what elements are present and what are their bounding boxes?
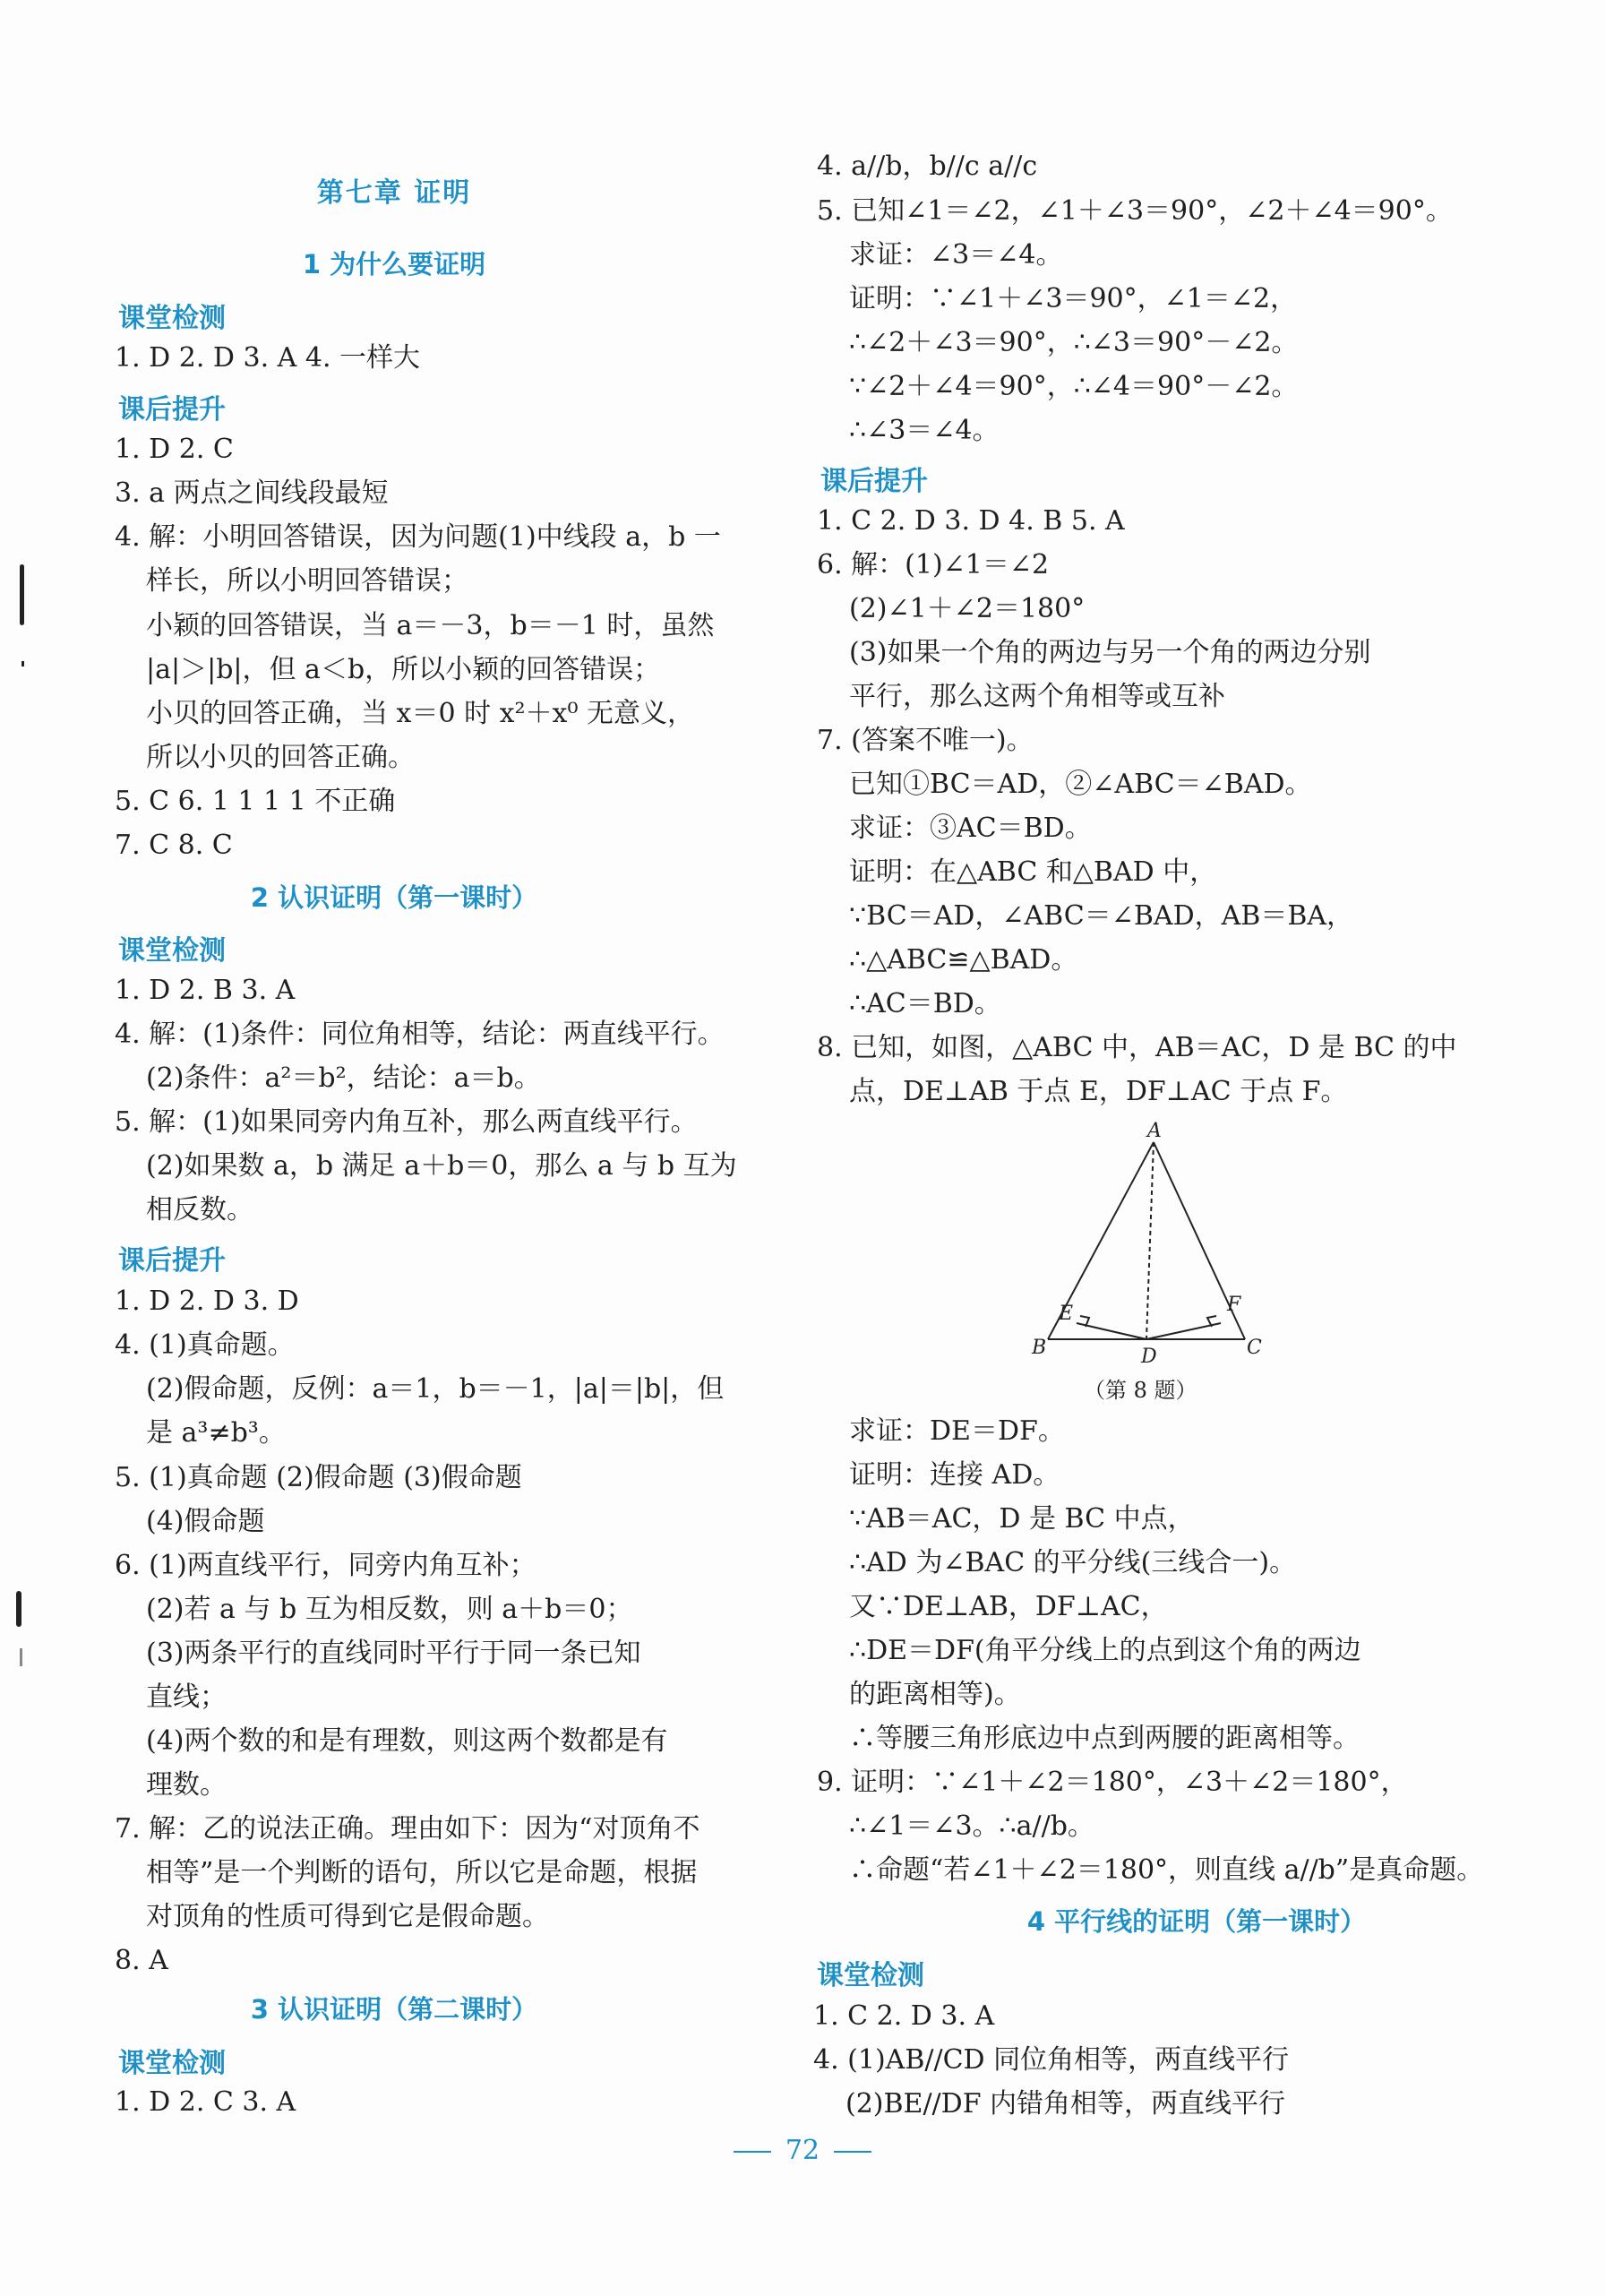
answer-line: 5. 已知∠1＝∠2，∠1＋∠3＝90°，∠2＋∠4＝90°。 — [817, 195, 1453, 227]
answer-line: 证明：连接 AD。 — [849, 1459, 1060, 1491]
answer-line: 5. (1)真命题 (2)假命题 (3)假命题 — [115, 1462, 522, 1493]
answer-line: ∴△ABC≌△BAD。 — [849, 944, 1078, 976]
subheading-after-class: 课后提升 — [118, 1245, 226, 1277]
label-d: D — [1141, 1346, 1157, 1368]
page-number — [0, 2135, 1605, 2166]
section-title-1: 1 为什么要证明 — [302, 249, 486, 279]
answer-line: ∵BC＝AD，∠ABC＝∠BAD，AB＝BA， — [849, 900, 1354, 932]
answer-line: (2)假命题，反例：a＝1，b＝－1，|a|＝|b|，但 — [146, 1373, 725, 1405]
answer-line: 6. 解：(1)∠1＝∠2 — [817, 549, 1050, 580]
segment-de — [1077, 1323, 1146, 1339]
section-title-2: 2 认识证明（第一课时） — [250, 882, 538, 913]
label-c: C — [1247, 1337, 1262, 1359]
label-e: E — [1059, 1303, 1074, 1325]
answer-line: ∴AD 为∠BAC 的平分线(三线合一)。 — [849, 1547, 1297, 1578]
answer-line: 相等”是一个判断的语句，所以它是命题，根据 — [146, 1857, 698, 1888]
answer-line: (2)如果数 a，b 满足 a＋b＝0，那么 a 与 b 互为 — [146, 1150, 737, 1182]
segment-ad — [1146, 1142, 1154, 1339]
answer-line: ∴AC＝BD。 — [849, 988, 1001, 1019]
answer-line: (2)∠1＋∠2＝180° — [849, 593, 1086, 624]
answer-line: 求证：DE＝DF。 — [849, 1415, 1065, 1447]
answer-line: 已知①BC＝AD，②∠ABC＝∠BAD。 — [849, 769, 1312, 800]
answer-line: 9. 证明：∵∠1＋∠2＝180°，∠3＋∠2＝180°， — [817, 1767, 1408, 1798]
answer-line: ∴DE＝DF(角平分线上的点到这个角的两边 — [849, 1635, 1361, 1666]
answer-line: 样长，所以小明回答错误； — [146, 565, 468, 597]
answer-line: 小贝的回答正确，当 x＝0 时 x²＋x⁰ 无意义， — [146, 698, 695, 729]
answer-line: 4. 解：(1)条件：同位角相等，结论：两直线平行。 — [115, 1019, 725, 1050]
answer-line: ∴∠2＋∠3＝90°，∴∠3＝90°－∠2。 — [849, 327, 1299, 358]
answer-line: 1. D 2. C 3. A — [115, 2086, 296, 2118]
answer-line: 理数。 — [146, 1769, 227, 1801]
answer-line: ∴∠1＝∠3。∴a//b。 — [849, 1810, 1094, 1842]
scan-mark — [20, 564, 24, 625]
answer-line: 8. 已知，如图，△ABC 中，AB＝AC，D 是 BC 的中 — [817, 1032, 1457, 1063]
answer-line: 6. (1)两直线平行，同旁内角互补； — [115, 1550, 536, 1581]
answer-line: 点，DE⊥AB 于点 E，DF⊥AC 于点 F。 — [849, 1076, 1348, 1107]
section-title-3: 3 认识证明（第二课时） — [250, 1994, 538, 2025]
answer-line: 7. C 8. C — [115, 830, 233, 861]
answer-line: 1. C 2. D 3. A — [813, 2000, 995, 2032]
scan-mark — [16, 1591, 21, 1627]
answer-line: 又∵DE⊥AB，DF⊥AC， — [849, 1591, 1168, 1622]
answer-line: 1. D 2. B 3. A — [115, 975, 296, 1006]
answer-line: 证明：在△ABC 和△BAD 中， — [849, 856, 1217, 888]
answer-line: 是 a³≠b³。 — [146, 1417, 286, 1449]
answer-line: 的距离相等)。 — [849, 1679, 1021, 1710]
answer-line: (2)若 a 与 b 互为相反数，则 a＋b＝0； — [146, 1594, 633, 1625]
subheading-class-check: 课堂检测 — [118, 935, 226, 967]
chapter-title: 第七章 证明 — [316, 177, 472, 209]
answer-line: 求证：∠3＝∠4。 — [849, 239, 1063, 271]
scan-mark — [20, 1648, 22, 1666]
answer-line: ∴∠3＝∠4。 — [849, 415, 1000, 446]
answer-line: 5. C 6. 1 1 1 1 不正确 — [115, 786, 396, 817]
answer-line: |a|＞|b|，但 a＜b，所以小颖的回答错误； — [146, 654, 661, 685]
answer-line: ∵∠2＋∠4＝90°，∴∠4＝90°－∠2。 — [849, 371, 1299, 402]
answer-line: 1. D 2. D 3. D — [115, 1286, 299, 1317]
answer-line: 相反数。 — [146, 1194, 253, 1225]
label-a: A — [1147, 1120, 1162, 1142]
label-b: B — [1032, 1337, 1047, 1359]
subheading-after-class: 课后提升 — [820, 466, 928, 497]
answer-line: 4. 解：小明回答错误，因为问题(1)中线段 a，b 一 — [115, 521, 721, 553]
answer-line: (3)如果一个角的两边与另一个角的两边分别 — [849, 637, 1371, 668]
subheading-class-check: 课堂检测 — [817, 1960, 924, 1991]
answer-line: 4. (1)AB//CD 同位角相等，两直线平行 — [813, 2044, 1290, 2076]
answer-line: ∴命题“若∠1＋∠2＝180°，则直线 a//b”是真命题。 — [849, 1854, 1484, 1886]
answer-line: 3. a 两点之间线段最短 — [115, 477, 389, 509]
scan-mark — [21, 661, 24, 666]
subheading-after-class: 课后提升 — [118, 394, 226, 426]
answer-line: (4)假命题 — [146, 1506, 265, 1537]
section-title-4: 4 平行线的证明（第一课时） — [1026, 1906, 1367, 1937]
page-number-text: 72 — [785, 2135, 820, 2166]
answer-line: 7. 解：乙的说法正确。理由如下：因为“对顶角不 — [115, 1813, 700, 1845]
answer-line: 所以小贝的回答正确。 — [146, 742, 415, 773]
answer-line: 1. D 2. D 3. A 4. 一样大 — [115, 342, 421, 374]
answer-line: 4. a//b，b//c a//c — [817, 150, 1038, 182]
answer-line: 对顶角的性质可得到它是假命题。 — [146, 1901, 549, 1932]
answer-line: 1. D 2. C — [115, 434, 234, 465]
figure-caption: （第 8 题） — [1084, 1378, 1197, 1403]
segment-df — [1146, 1323, 1221, 1339]
answer-line: 平行，那么这两个角相等或互补 — [849, 681, 1225, 712]
answer-line: 1. C 2. D 3. D 4. B 5. A — [817, 505, 1125, 537]
triangle-figure — [1021, 1115, 1262, 1375]
answer-line: (3)两条平行的直线同时平行于同一条已知 — [146, 1638, 641, 1669]
subheading-class-check: 课堂检测 — [118, 303, 226, 334]
answer-line: 求证：③AC＝BD。 — [849, 813, 1092, 844]
answer-line: 小颖的回答错误，当 a＝－3，b＝－1 时，虽然 — [146, 610, 715, 641]
answer-line: 5. 解：(1)如果同旁内角互补，那么两直线平行。 — [115, 1106, 698, 1138]
answer-line: (2)BE//DF 内错角相等，两直线平行 — [845, 2088, 1286, 2120]
answer-line: ∴等腰三角形底边中点到两腰的距离相等。 — [849, 1723, 1360, 1754]
subheading-class-check: 课堂检测 — [118, 2048, 226, 2079]
label-f: F — [1227, 1294, 1241, 1316]
answer-line: 证明：∵∠1＋∠3＝90°，∠1＝∠2， — [849, 283, 1298, 314]
answer-line: ∵AB＝AC，D 是 BC 中点， — [849, 1503, 1195, 1535]
answer-line: (2)条件：a²＝b²，结论：a＝b。 — [146, 1062, 541, 1094]
answer-line: 8. A — [115, 1945, 168, 1976]
answer-line: 直线； — [146, 1681, 227, 1713]
answer-line: (4)两个数的和是有理数，则这两个数都是有 — [146, 1725, 668, 1757]
answer-line: 7. (答案不唯一)。 — [817, 725, 1034, 756]
answer-line: 4. (1)真命题。 — [115, 1329, 295, 1361]
